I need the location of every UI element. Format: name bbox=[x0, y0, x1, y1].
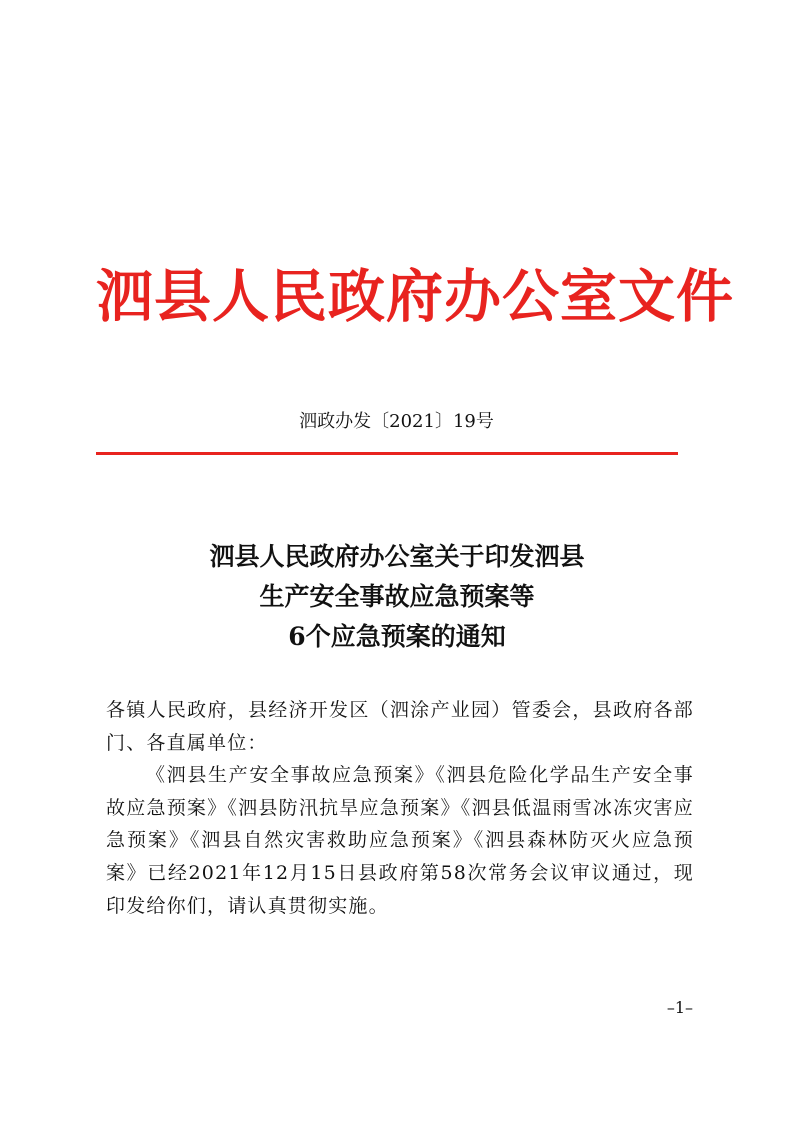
document-number: 泗政办发〔2021〕19号 bbox=[299, 411, 494, 432]
notice-title-line-3: 6个应急预案的通知 bbox=[288, 622, 506, 651]
notice-title-line-1: 泗县人民政府办公室关于印发泗县 bbox=[209, 542, 585, 571]
document-header-title: 泗县人民政府办公室文件 bbox=[96, 263, 734, 330]
main-paragraph: 《泗县生产安全事故应急预案》《泗县危险化学品生产安全事故应急预案》《泗县防汛抗旱应急预案》《泗县低温雨雪冰冻灾害应急预案》《泗县自然灾害救助应急预案》《泗县森林防灭火应急预案》已经2021年12月15日县政府第58次常务会议审议通过，现印发给你们，请认真贯彻实施。 bbox=[106, 764, 694, 917]
page-number: –1– bbox=[666, 998, 693, 1017]
red-divider-line bbox=[96, 452, 678, 455]
notice-title bbox=[96, 537, 698, 657]
notice-body bbox=[106, 694, 694, 922]
addressee-paragraph: 各镇人民政府，县经济开发区（泗涂产业园）管委会，县政府各部门、各直属单位： bbox=[106, 699, 694, 754]
notice-title-line-2: 生产安全事故应急预案等 bbox=[259, 582, 535, 611]
